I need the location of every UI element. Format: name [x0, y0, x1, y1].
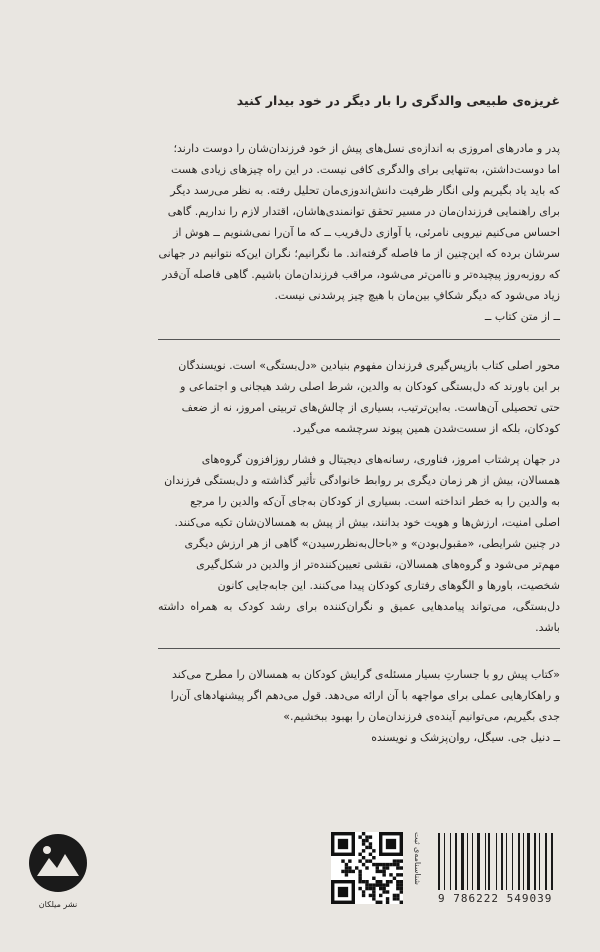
- body-paragraph-2-line: مهم‌تر می‌شود و گروه‌های همسالان، نقشی تعیین‌کننده‌تر از والدین در شکل‌گیری: [196, 558, 560, 571]
- body-paragraph-2-line: در چنین شرایطی، «مقبول‌بودن» و «باحال‌به‌نظررسیدن» گاهی از هر ارزش دیگری: [184, 537, 560, 550]
- excerpt-line: برای راهنمایی فرزندان‌مان در مسیر تحقق توانمندی‌هاشان، اقتدار لازم را نداریم. گاهی: [167, 205, 560, 218]
- body-paragraph-2-line: همسالان، بیش از هر زمان دیگری بر روابط خانوادگی تأثیر گذاشته و دل‌بستگی فرزندان: [164, 474, 560, 487]
- body-paragraph-2: [158, 449, 560, 638]
- body-paragraph-1-line: کودکان، بلکه از سست‌شدن همین پیوند سرچشمه می‌گیرد.: [292, 422, 560, 435]
- registration-label: شناسنامه‌ی ثبت: [413, 832, 422, 885]
- excerpt-paragraph: [158, 138, 560, 306]
- headline: غریزه‌ی طبیعی والدگری را بار دیگر در خود بیدار کنید: [236, 93, 560, 108]
- body-paragraph-1: [158, 355, 560, 439]
- excerpt-line: احساس می‌کنیم نیرویی نامرئی، یا آوازی دل‌فریب ــ که ما آن‌را نمی‌شنویم ــ هوش از: [173, 226, 560, 239]
- excerpt-source: ــ از متن کتاب ــ: [484, 310, 560, 323]
- body-paragraph-1-line: محور اصلی کتاب بازپس‌گیری فرزندان مفهوم بنیادین «دل‌بستگی» است. نویسندگان: [178, 359, 560, 372]
- publisher-name: نشر میلکان: [38, 900, 78, 909]
- publisher-logo: [27, 832, 89, 910]
- excerpt-line: پدر و مادرهای امروزی به اندازه‌ی نسل‌های پیش از خود فرزندان‌شان را دوست دارند؛: [173, 142, 560, 155]
- isbn-barcode: [438, 833, 556, 905]
- endorsement-quote: [158, 664, 560, 727]
- excerpt-line: که روزبه‌روز پیچیده‌تر و ناامن‌تر می‌شود، مراقب فرزندان‌مان باشیم. گاهی فاصله آن‌قدر: [162, 268, 560, 281]
- body-paragraph-2-line: دل‌بستگی، می‌تواند پیامدهایی عمیق و نگران‌کننده برای رشد کودک به همراه داشته باشد.: [158, 600, 560, 634]
- divider-1: [158, 339, 560, 340]
- body-paragraph-2-line: به والدین را به خطر انداخته است. بسیاری از کودکان به‌جای آن‌که والدین را مرجع: [190, 495, 560, 508]
- body-paragraph-2-line: در جهان پرشتاب امروز، فناوری، رسانه‌های دیجیتال و فشار روزافزون گروه‌های: [201, 453, 560, 466]
- excerpt-line: سرشان برده که این‌چنین از ما فاصله گرفته‌اند. ما نگرانیم؛ نگران این‌که نتوانیم در جهانی: [158, 247, 560, 260]
- mountain-logo-icon: [27, 832, 89, 894]
- qr-code-icon: [331, 832, 403, 904]
- excerpt-line: که باید یاد بگیریم ولی انگار ظرفیت دانش‌اندوزی‌مان تحلیل رفته. به نظر می‌رسد دیگر: [170, 184, 560, 197]
- body-paragraph-1-line: بر این باورند که دل‌بستگی کودکان به والدین، شرط اصلی رشد هیجانی و اجتماعی و: [180, 380, 560, 393]
- body-paragraph-2-line: اصلی امنیت، ارزش‌ها و هویت خود بدانند، بیش از پیش به همسالان‌شان تکیه می‌کنند.: [174, 516, 560, 529]
- body-paragraph-2-line: شخصیت، باورها و الگوهای رفتاری کودکان پیدا می‌کنند. این جابه‌جایی کانون: [217, 579, 560, 592]
- endorsement-quote-line: «کتاب پیش رو با جسارتِ بسیار مسئله‌ی گرایش کودکان به همسالان را مطرح می‌کند: [172, 668, 560, 681]
- endorsement-attribution: ــ دنیل جی. سیگل، روان‌پزشک و نویسنده: [371, 731, 560, 744]
- endorsement-quote-line: و راهکارهایی عملی برای مواجهه با آن ارائه می‌دهد. قول می‌دهم اگر پیشنهادهای آن‌را: [170, 689, 560, 702]
- divider-2: [158, 648, 560, 649]
- excerpt-line: اما دوست‌داشتن، به‌تنهایی برای والدگری کافی نیست. در این راه چیزهای زیادی هست: [170, 163, 560, 176]
- endorsement-quote-line: جدی بگیریم، می‌توانیم آینده‌ی فرزندان‌مان را بهبود ببخشیم.»: [283, 710, 560, 723]
- isbn-number: 9 786222 549039: [438, 892, 553, 905]
- barcode-icon: [438, 833, 556, 890]
- excerpt-line: زیاد می‌شود که دیگر شکافِ بین‌مان با هیچ چیز پرشدنی نیست.: [274, 289, 560, 302]
- body-paragraph-1-line: حتی تحصیلی آن‌هاست. به‌این‌ترتیب، بسیاری از چالش‌های تربیتی امروز، نه از ضعف: [181, 401, 560, 414]
- cover-text: [158, 92, 560, 748]
